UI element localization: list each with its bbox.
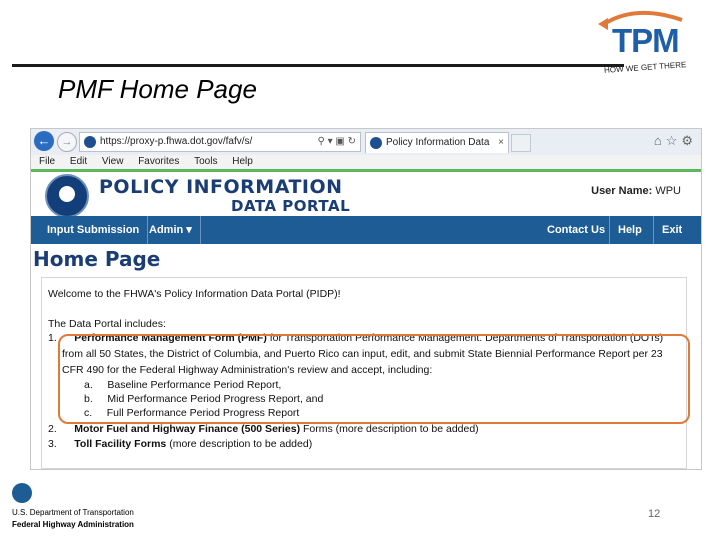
footer-dot-name: U.S. Department of Transportation: [12, 508, 134, 517]
nav-help[interactable]: Help: [609, 216, 650, 244]
menu-favorites[interactable]: Favorites: [138, 156, 180, 167]
slide-number: 12: [648, 508, 661, 520]
address-url: https://proxy-p.fhwa.dot.gov/fafv/s/: [100, 136, 253, 147]
menu-tools[interactable]: Tools: [194, 156, 218, 167]
sub-item-label: Full Performance Period Progress Report: [106, 407, 300, 419]
menu-help[interactable]: Help: [232, 156, 253, 167]
menu-file[interactable]: File: [39, 156, 56, 167]
dot-seal-icon: [45, 174, 89, 218]
toll-title: Toll Facility Forms: [74, 438, 167, 450]
sub-item-label: Mid Performance Period Progress Report, and: [107, 393, 324, 405]
tpm-tagline: HOW WE GET THERE: [603, 60, 687, 75]
tab-title: Policy Information Data: [386, 137, 490, 148]
slide-title: PMF Home Page: [58, 74, 257, 104]
nav-admin[interactable]: Admin ▾: [141, 216, 201, 244]
user-name: [591, 185, 681, 197]
star-icon[interactable]: ☆: [665, 133, 682, 148]
dropdown-icon[interactable]: ▾: [327, 136, 333, 147]
site-header: [31, 172, 701, 216]
pmf-desc-line2: from all 50 States, the District of Columbia, and Puerto Rico can input, edit, and submit State Biennial Performance Report per 23: [62, 348, 663, 360]
user-name-label: User Name:: [591, 185, 653, 197]
close-tab-icon[interactable]: ×: [498, 137, 504, 148]
browser-right-icons: [654, 133, 697, 149]
usdot-logo-icon: [12, 483, 32, 503]
sub-item-label: Baseline Performance Period Report,: [107, 379, 282, 391]
toll-desc: (more description to be added): [166, 438, 313, 450]
home-content: [41, 277, 687, 469]
lock-icon[interactable]: ▣: [335, 136, 345, 147]
user-name-value: WPU: [655, 185, 681, 197]
menu-view[interactable]: View: [101, 156, 124, 167]
list-item-toll: [48, 438, 312, 450]
home-icon[interactable]: ⌂: [653, 133, 666, 148]
list-letter: b.: [84, 393, 93, 405]
pmf-desc-line3: CFR 490 for the Federal Highway Administration's review and accept, including:: [62, 364, 433, 376]
menu-edit[interactable]: Edit: [69, 156, 88, 167]
list-number: 1.: [48, 332, 57, 344]
brand-title: POLICY INFORMATION: [99, 176, 343, 198]
mfhf-desc: Forms (more description to be added): [300, 423, 479, 435]
list-number: 2.: [48, 423, 57, 435]
page-heading: Home Page: [33, 247, 161, 271]
tab-favicon-icon: [370, 137, 382, 149]
brand-subtitle: DATA PORTAL: [231, 197, 351, 215]
address-bar[interactable]: [79, 132, 361, 152]
gear-icon[interactable]: ⚙: [681, 133, 697, 148]
forward-arrow-icon[interactable]: →: [57, 132, 77, 152]
list-letter: a.: [84, 379, 93, 391]
tpm-logo-text: TPM: [612, 22, 679, 59]
nav-exit[interactable]: Exit: [653, 216, 690, 244]
search-icon[interactable]: ⚲: [317, 136, 325, 147]
new-tab-button[interactable]: [511, 134, 531, 152]
list-item-mfhf: [48, 423, 479, 435]
pmf-desc: for Transportation Performance Management. Departments of Transportation (DOTs): [266, 332, 664, 344]
footer-fhwa-name: Federal Highway Administration: [12, 520, 134, 529]
list-number: 3.: [48, 438, 57, 450]
address-tools: [317, 133, 356, 151]
list-letter: c.: [84, 407, 93, 419]
welcome-text: Welcome to the FHWA's Policy Information Data Portal (PIDP)!: [48, 288, 341, 300]
browser-menubar: [31, 155, 701, 170]
pmf-highlight-box: [58, 334, 690, 424]
includes-text: The Data Portal includes:: [48, 318, 166, 330]
nav-contact-us[interactable]: Contact Us: [547, 224, 606, 236]
pmf-title: Performance Management Form (PMF): [74, 332, 267, 344]
nav-input-submission[interactable]: Input Submission: [39, 216, 148, 244]
browser-toolbar: [31, 129, 701, 156]
site-favicon-icon: [84, 136, 96, 148]
main-nav: [31, 216, 701, 244]
back-arrow-icon[interactable]: ←: [34, 131, 54, 151]
browser-tab[interactable]: [365, 132, 509, 153]
browser-window: [30, 128, 702, 470]
refresh-icon[interactable]: ↻: [347, 136, 356, 147]
title-rule: [12, 64, 624, 67]
mfhf-title: Motor Fuel and Highway Finance (500 Series): [74, 423, 301, 435]
